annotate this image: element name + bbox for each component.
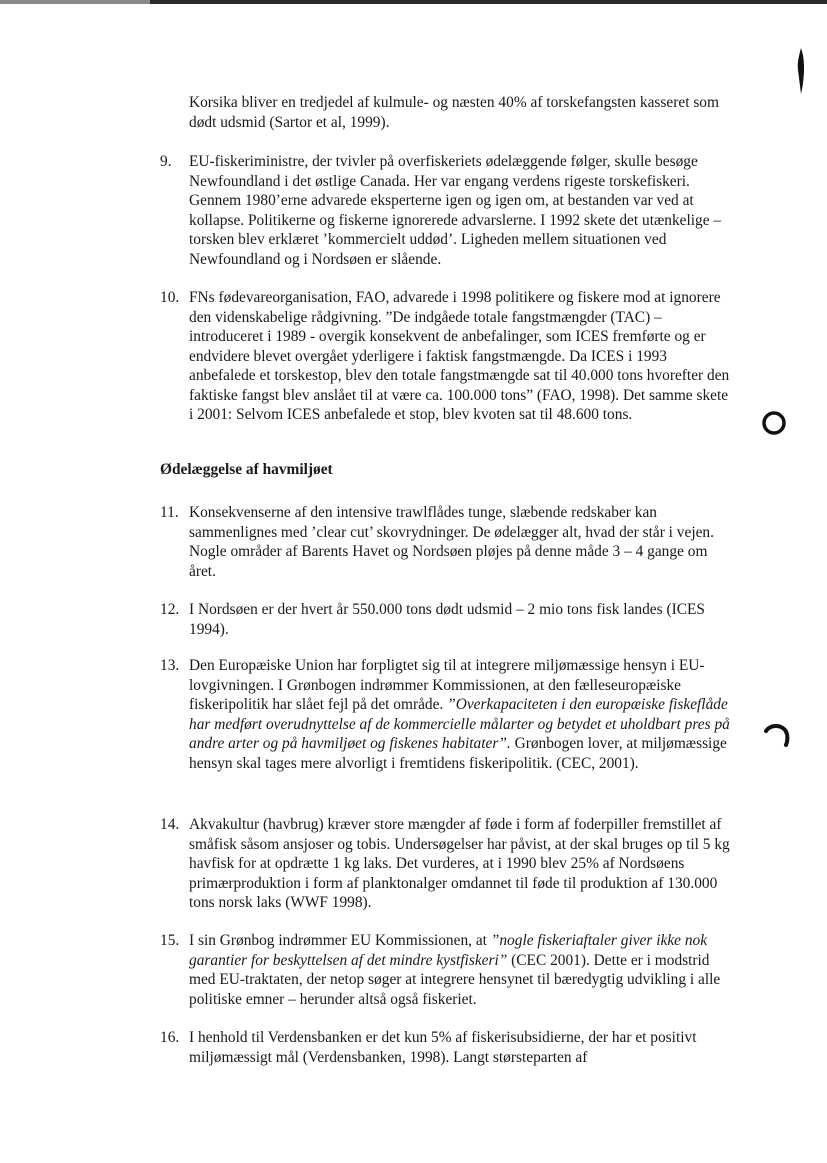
punch-hole-icon [760,409,788,437]
item-text [189,656,735,773]
list-item-9 [160,152,735,269]
item-number: 14. [160,816,180,833]
item-text: FNs fødevareorganisation, FAO, advarede i 1998 politikere og fiskere mod at ignorere den videnskabelige rådgivning. ”De indgåede totale fangstmængder (TAC) – introduceret i 1989 - overgik konsekvent de anbefalinger, som ICES fremførte og er endvidere blevet overgået yderligere i faktisk fangstmængde. Da ICES i 1993 anbefalede et torskestop, blev den totale fangstmængde sat til 40.000 tons hvorefter den faktiske fangst blev anslået til at være ca. 100.000 tons” (FAO, 1998). Det samme skete i 2001: Selvom ICES anbefalede et stop, blev kvoten sat til 48.600 tons. [189,289,730,423]
item-number: 16. [160,1029,180,1046]
section-heading: Ødelæggelse af havmiljøet [160,461,333,478]
item-text: Akvakultur (havbrug) kræver store mængder af føde i form af foderpiller fremstillet af småfisk såsom ansjoser og tobis. Undersøgelser har påvist, at der skal bruges op til 5 kg havfisk for at opdrætte 1 kg laks. Det vurderes, at i 1990 blev 25% af Nordsøens primærproduktion i form af planktonalger omdannet til føde til produktion af 130.000 tons norsk laks (WWF 1998). [189,816,730,911]
item-text: EU-fiskeriministre, der tvivler på overfiskeriets ødelæggende følger, skulle besøge Newfoundland i det østlige Canada. Her var engang verdens rigeste torskefiskeri. Gennem 1980’erne advarede eksperterne igen og igen om, at bestanden var ved at kollapse. Politikerne og fiskerne ignorerede advarslerne. I 1992 skete det utænkelige – torsken blev erklæret ’kommercielt uddød’. Ligheden mellem situationen ved Newfoundland og i Nordsøen er slående. [189,153,722,268]
item-number: 12. [160,601,180,618]
intro-paragraph: Korsika bliver en tredjedel af kulmule- og næsten 40% af torskefangsten kasseret som dødt udsmid (Sartor et al, 1999). [189,94,719,131]
item-text-end: Grønbogen lover, at miljømæssige hensyn skal tages mere alvorligt i fremtidens fiskeripolitik. (CEC, 2001). [189,735,727,772]
item-number: 10. [160,289,180,306]
list-item-13 [160,656,735,773]
item-text-end: (CEC 2001). Dette er i modstrid med EU-traktaten, der netop søger at integrere hensynet til bæredygtig udvikling i alle politiske emner – herunder altså også fiskeriet. [189,951,721,1008]
quote-italic: ”Overkapaciteten i den europæiske fiskeflåde har medført overudnyttelse af de kommercielle målarter og betydet et uholdbart pres på andre arter og på havmiljøet og fiskenes habitater”. [189,696,730,752]
item-text [189,931,735,1009]
list-item-16 [160,1028,735,1067]
item-text: I henhold til Verdensbanken er det kun 5% af fiskerisubsidierne, der har et positivt miljømæssigt mål (Verdensbanken, 1998). Langt størsteparten af [189,1029,697,1066]
list-item-14 [160,815,735,913]
list-item-15 [160,931,735,1009]
item-text: Konsekvenserne af den intensive trawlflådes tunge, slæbende redskaber kan sammenlignes med ’clear cut’ skovrydninger. De ødelægger alt, hvad der står i vejen. Nogle områder af Barents Havet og Nordsøen pløjes på denne måde 3 – 4 gange om året. [189,504,714,580]
quote-italic: ”nogle fiskeriaftaler giver ikke nok garantier for beskyttelsen af det mindre kystfiskeri” [189,932,708,969]
item-number: 15. [160,932,180,949]
item-number: 9. [160,153,172,170]
binder-mark-icon [792,46,810,96]
scan-top-edge [0,0,827,4]
list-item-12 [160,600,735,639]
list-item-10 [160,288,735,425]
punch-hole-partial-icon [762,721,790,749]
item-number: 11. [160,504,179,521]
item-text-start: I sin Grønbog indrømmer EU Kommissionen, at [189,932,491,949]
item-text-start: Den Europæiske Union har forpligtet sig til at integrere miljømæssige hensyn i EU-lovgivningen. I Grønbogen indrømmer Kommissionen, at den fælleseuropæiske fiskeripolitik har slået fejl på det område. [189,657,705,713]
list-item-11 [160,503,735,581]
item-number: 13. [160,657,180,674]
item-text: I Nordsøen er der hvert år 550.000 tons dødt udsmid – 2 mio tons fisk landes (ICES 1994). [189,601,705,638]
